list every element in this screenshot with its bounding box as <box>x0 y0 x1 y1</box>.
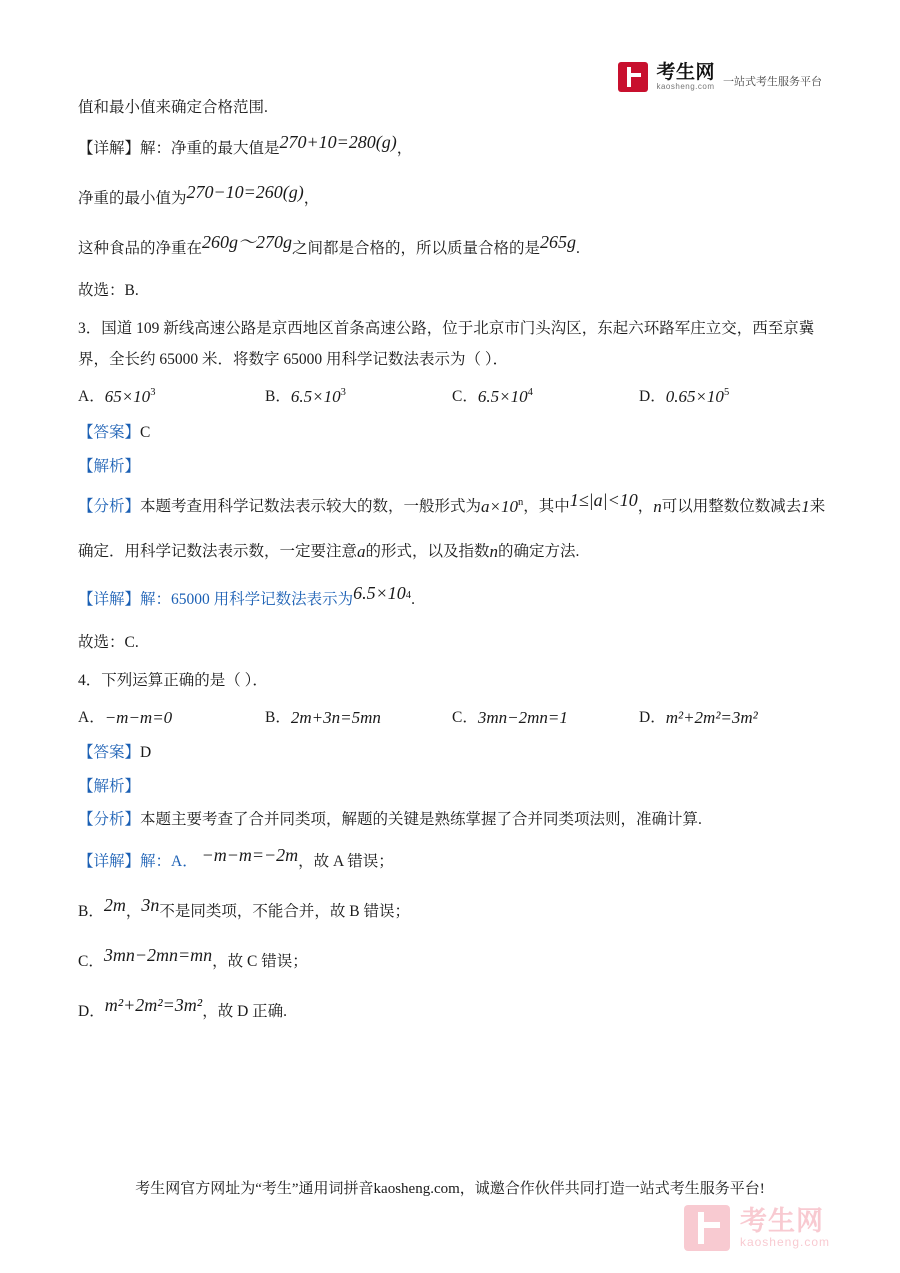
q4-b-label: B． <box>78 902 104 920</box>
q2-detail-prefix: 【详解】解：净重的最大值是 <box>78 139 280 157</box>
q3-choice-c-label: C． <box>452 388 478 406</box>
q3-answer-line <box>78 416 826 450</box>
logo-tagline: 一站式考生服务平台 <box>723 76 822 88</box>
q3-analysis-f1: a×10 <box>481 496 519 516</box>
q4-choice-c-math: 3mn−2mn=1 <box>477 707 568 727</box>
q3-choice-b[interactable] <box>265 381 452 413</box>
q4-answer-value: D <box>140 743 152 761</box>
q4-answer-line <box>78 736 826 770</box>
q3-analysis <box>78 484 826 573</box>
q3-detail-formula: 6.5×10 <box>353 582 406 603</box>
q4-answer-tag: 【答案】 <box>78 743 141 761</box>
q3-analysis-f6: n <box>489 541 499 561</box>
q3-analysis-d: 可以用整数位数减去 <box>661 497 802 515</box>
q4-detail-a-line <box>78 839 826 885</box>
q3-choice-b-exp: 3 <box>340 387 346 399</box>
q4-choice-b-math: 2m+3n=5mn <box>290 707 381 727</box>
q4-choice-d[interactable] <box>639 702 826 734</box>
q2-concl-b: 之间都是合格的，所以质量合格的是 <box>292 239 541 257</box>
q4-explain-tag: 【解析】 <box>78 777 141 795</box>
q4-detail-b-line <box>78 889 826 935</box>
q4-c-formula: 3mn−2mn=mn <box>103 944 213 965</box>
q3-analysis-f2: 1≤|a|<10 <box>569 489 638 510</box>
q3-choice-c-math: 6.5×10 <box>477 387 528 407</box>
kaosheng-logo-icon <box>618 62 648 92</box>
q3-analysis-c: ， <box>637 497 654 515</box>
q3-stem: 3．国道 109 新线高速公路是京西地区首条高速公路，位于北京市门头沟区，东起六环路军庄立交，西至京冀界，全长约 65000 米．将数字 65000 用科学记数法表示为（ ）． <box>78 320 815 369</box>
watermark-name: 考生网 <box>739 1205 824 1236</box>
q3-choice-d[interactable] <box>639 381 826 413</box>
q4-choice-a[interactable] <box>78 702 265 734</box>
q4-choice-a-label: A． <box>78 708 105 726</box>
q3-analysis-f4: 1 <box>801 496 810 516</box>
q2-min-formula: 270−10=260(g) <box>186 181 304 202</box>
q4-b-formula-2: 3n <box>141 894 160 915</box>
q4-stem: 4．下列运算正确的是（ ）． <box>78 671 268 689</box>
q3-answer-tag: 【答案】 <box>78 423 141 441</box>
q3-choice-d-label: D． <box>639 388 666 406</box>
document-content <box>78 92 826 1039</box>
q2-choice-answer: 故选：B. <box>78 282 139 300</box>
q3-choice-c-exp: 4 <box>527 387 533 399</box>
q4-d-label: D． <box>78 1002 105 1020</box>
watermark-logo-icon <box>684 1205 730 1251</box>
q3-analysis-g: 的确定方法. <box>498 542 580 560</box>
q4-d-formula: m²+2m²=3m² <box>104 994 203 1015</box>
logo-text-block <box>656 63 715 91</box>
q3-analysis-f5: a <box>357 541 366 561</box>
q4-b-text: 不是同类项，不能合并，故 B 错误； <box>159 902 410 920</box>
q3-choice-d-exp: 5 <box>723 387 730 399</box>
footer-watermark <box>684 1205 830 1251</box>
q4-choice-c[interactable] <box>452 702 639 734</box>
logo-name: 考生网 <box>656 61 715 83</box>
q3-choice-c[interactable] <box>452 381 639 413</box>
q2-tail-line: 值和最小值来确定合格范围. <box>78 99 268 116</box>
q4-choice-b[interactable] <box>265 702 452 734</box>
q3-analysis-tag: 【分析】 <box>78 497 141 515</box>
q3-detail-b: . <box>411 590 415 608</box>
q4-b-formula-1: 2m <box>103 894 126 915</box>
header-logo <box>618 62 822 92</box>
logo-domain: kaosheng.com <box>656 81 715 91</box>
q3-analysis-a: 本题考查用科学记数法表示较大的数，一般形式为 <box>140 497 482 515</box>
q3-choice-a-math: 65×10 <box>104 387 151 407</box>
q4-analysis <box>78 804 826 835</box>
q3-analysis-e: 来确定．用科学记数法表示数，一定要注意 <box>78 497 826 560</box>
q2-conclusion-line <box>78 226 826 272</box>
q2-concl-a: 这种食品的净重在 <box>78 239 203 257</box>
q4-choice-c-label: C． <box>452 708 478 726</box>
q3-analysis-f1-exp: n <box>518 496 524 508</box>
q4-analysis-text: 本题主要考查了合并同类项，解题的关键是熟练掌握了合并同类项法则，准确计算. <box>140 811 702 829</box>
q2-min-comma: ， <box>303 189 320 207</box>
q3-choice-row <box>78 381 826 413</box>
footer-note: 考生网官方网址为“考生”通用词拼音kaosheng.com，诚邀合作伙伴共同打造一站式考生服务平台! <box>135 1181 765 1197</box>
q2-detail-comma: ， <box>396 139 413 157</box>
q4-detail-formula-a: −m−m=−2m <box>201 845 299 866</box>
q2-min-prefix: 净重的最小值为 <box>78 189 187 207</box>
q4-choice-a-math: −m−m=0 <box>104 707 173 727</box>
q4-detail-a: 【详解】解：A． <box>78 853 198 871</box>
q3-choice-a[interactable] <box>78 381 265 413</box>
q4-choice-d-math: m²+2m²=3m² <box>665 707 758 727</box>
q4-detail-c-line <box>78 939 826 985</box>
q3-analysis-b: ，其中 <box>523 497 570 515</box>
q4-choice-b-label: B． <box>265 708 291 726</box>
q3-choice-a-exp: 3 <box>150 387 156 399</box>
watermark-text-block <box>740 1207 830 1250</box>
q3-choice-d-math: 0.65×10 <box>665 387 724 407</box>
q4-detail-d-line <box>78 989 826 1035</box>
q3-detail-a: 【详解】解：65000 用科学记数法表示为 <box>78 590 354 608</box>
q2-min-line <box>78 176 826 222</box>
q2-range-formula: 260g～270g <box>202 231 293 252</box>
q3-choice-answer: 故选：C. <box>78 633 139 651</box>
watermark-domain: kaosheng.com <box>739 1235 830 1250</box>
q3-choice-b-label: B． <box>265 388 291 406</box>
q4-choice-row <box>78 702 826 734</box>
q4-choice-d-label: D． <box>639 708 666 726</box>
q3-choice-b-math: 6.5×10 <box>290 387 341 407</box>
q4-analysis-tag: 【分析】 <box>78 811 141 829</box>
q4-c-label: C． <box>78 952 104 970</box>
q3-detail-formula-exp: 4 <box>405 589 412 601</box>
q3-answer-value: C <box>140 423 151 441</box>
q3-choice-a-label: A． <box>78 388 105 406</box>
q2-max-formula: 270+10=280(g) <box>279 131 397 152</box>
q4-b-mid: ， <box>125 902 142 920</box>
q3-analysis-f3: n <box>653 496 662 516</box>
q4-detail-b: ，故 A 错误； <box>298 853 394 871</box>
q2-concl-c: . <box>576 239 580 257</box>
q4-d-text: ，故 D 正确. <box>202 1002 288 1020</box>
q3-analysis-f: 的形式，以及指数 <box>365 542 490 560</box>
q2-value-formula: 265g <box>540 231 577 252</box>
q2-detail-line <box>78 126 826 172</box>
q3-explain-tag: 【解析】 <box>78 457 141 475</box>
q3-detail <box>78 577 826 623</box>
q4-c-text: ，故 C 错误； <box>212 952 308 970</box>
